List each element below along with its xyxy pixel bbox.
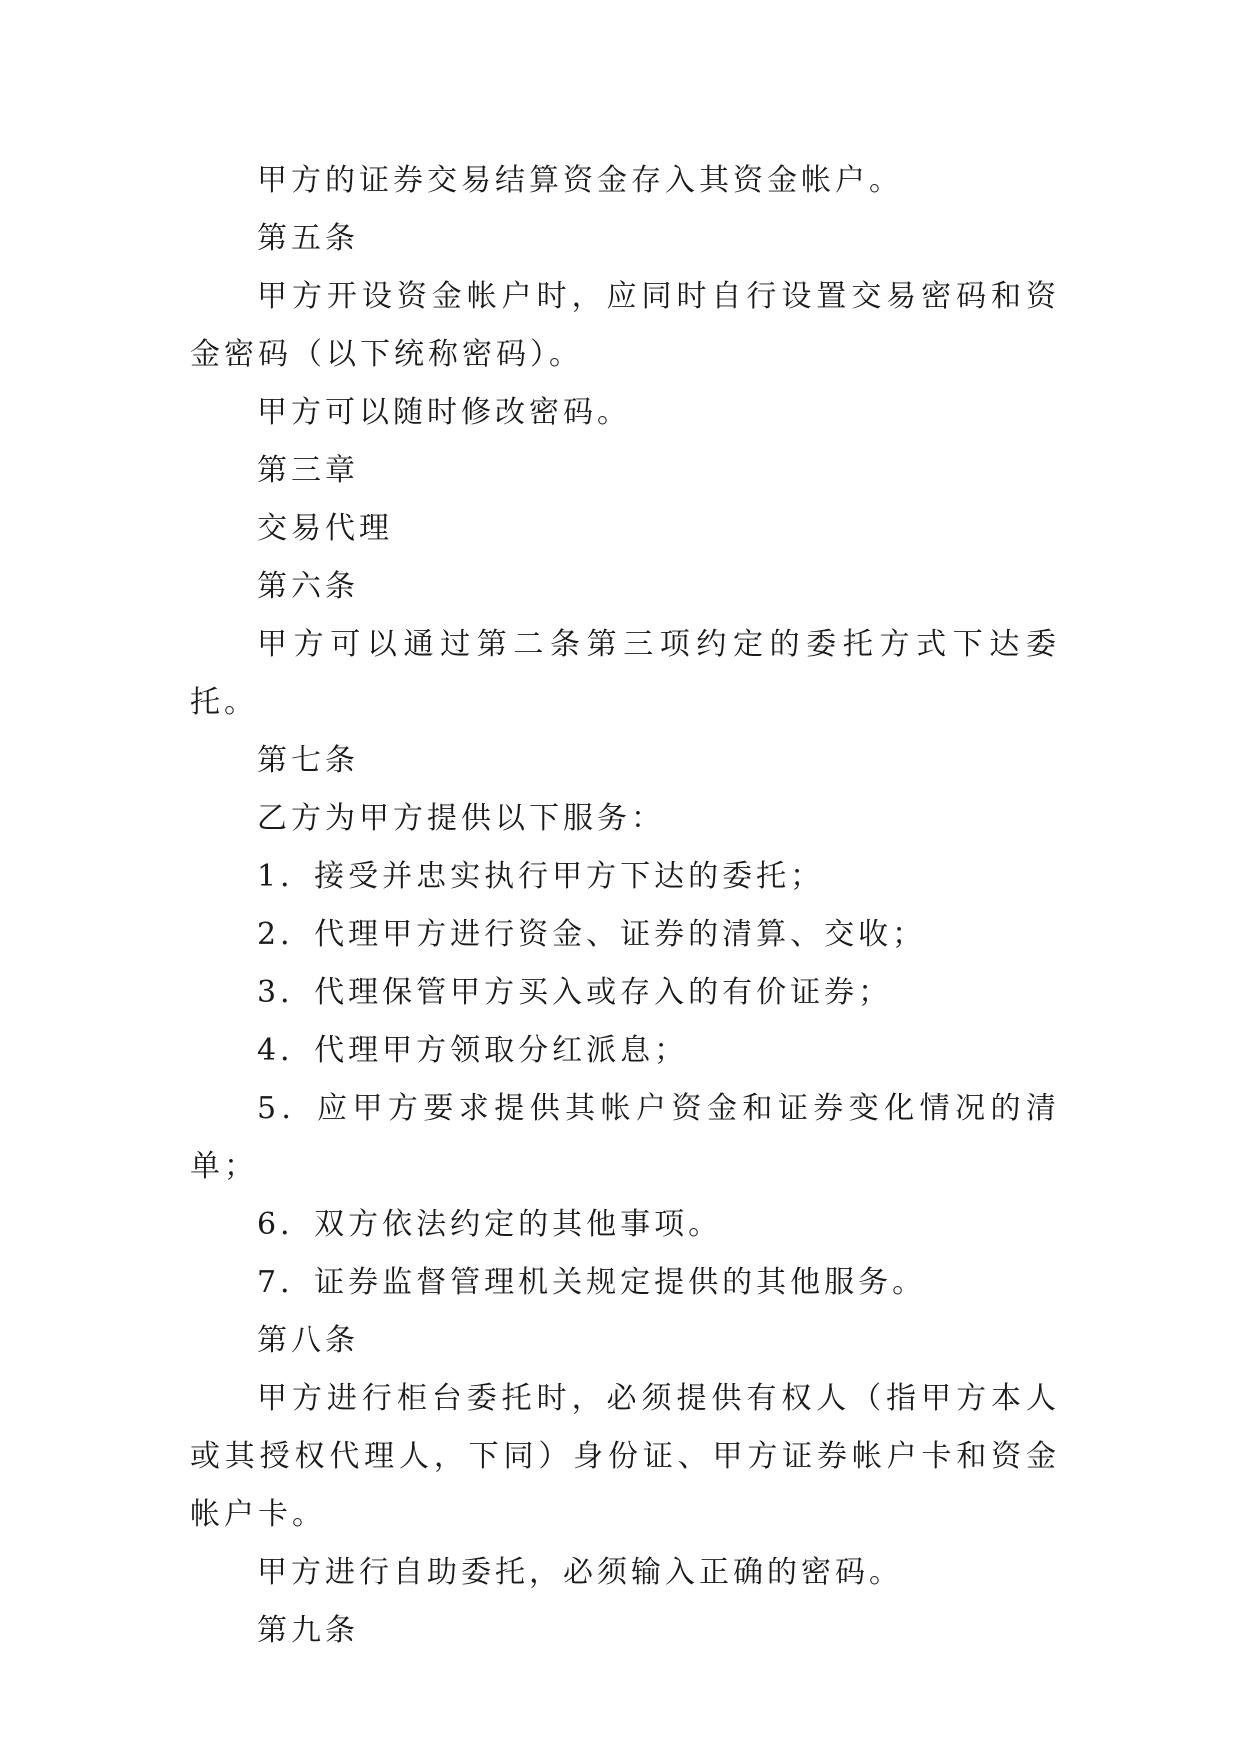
list-item: 1．接受并忠实执行甲方下达的委托； [257,859,825,894]
paragraph: 甲方进行柜台委托时，必须提供有权人（指甲方本人或其授权代理人，下同）身份证、甲方证券帐户卡和资金帐户卡。 [190,1381,1060,1532]
document-body [190,152,1060,1660]
article-heading: 第六条 [257,569,359,604]
article-heading: 第九条 [257,1613,359,1648]
list-item: 2．代理甲方进行资金、证券的清算、交收； [257,917,927,952]
chapter-heading: 第三章 [257,453,359,488]
list-item: 4．代理甲方领取分红派息； [257,1033,689,1068]
list-item: 3．代理保管甲方买入或存入的有价证券； [257,975,893,1010]
article-heading: 第七条 [257,743,359,778]
paragraph: 甲方的证券交易结算资金存入其资金帐户。 [257,163,903,198]
paragraph: 甲方可以通过第二条第三项约定的委托方式下达委托。 [190,627,1060,720]
chapter-title: 交易代理 [257,511,393,546]
list-item: 7．证券监督管理机关规定提供的其他服务。 [257,1265,927,1300]
list-item: 6．双方依法约定的其他事项。 [257,1207,723,1242]
paragraph: 甲方进行自助委托，必须输入正确的密码。 [257,1555,903,1590]
list-item: 5．应甲方要求提供其帐户资金和证券变化情况的清单； [190,1091,1060,1184]
paragraph: 乙方为甲方提供以下服务： [257,801,665,836]
paragraph: 甲方可以随时修改密码。 [257,395,631,430]
paragraph: 甲方开设资金帐户时，应同时自行设置交易密码和资金密码（以下统称密码）。 [190,279,1060,372]
article-heading: 第八条 [257,1323,359,1358]
article-heading: 第五条 [257,221,359,256]
